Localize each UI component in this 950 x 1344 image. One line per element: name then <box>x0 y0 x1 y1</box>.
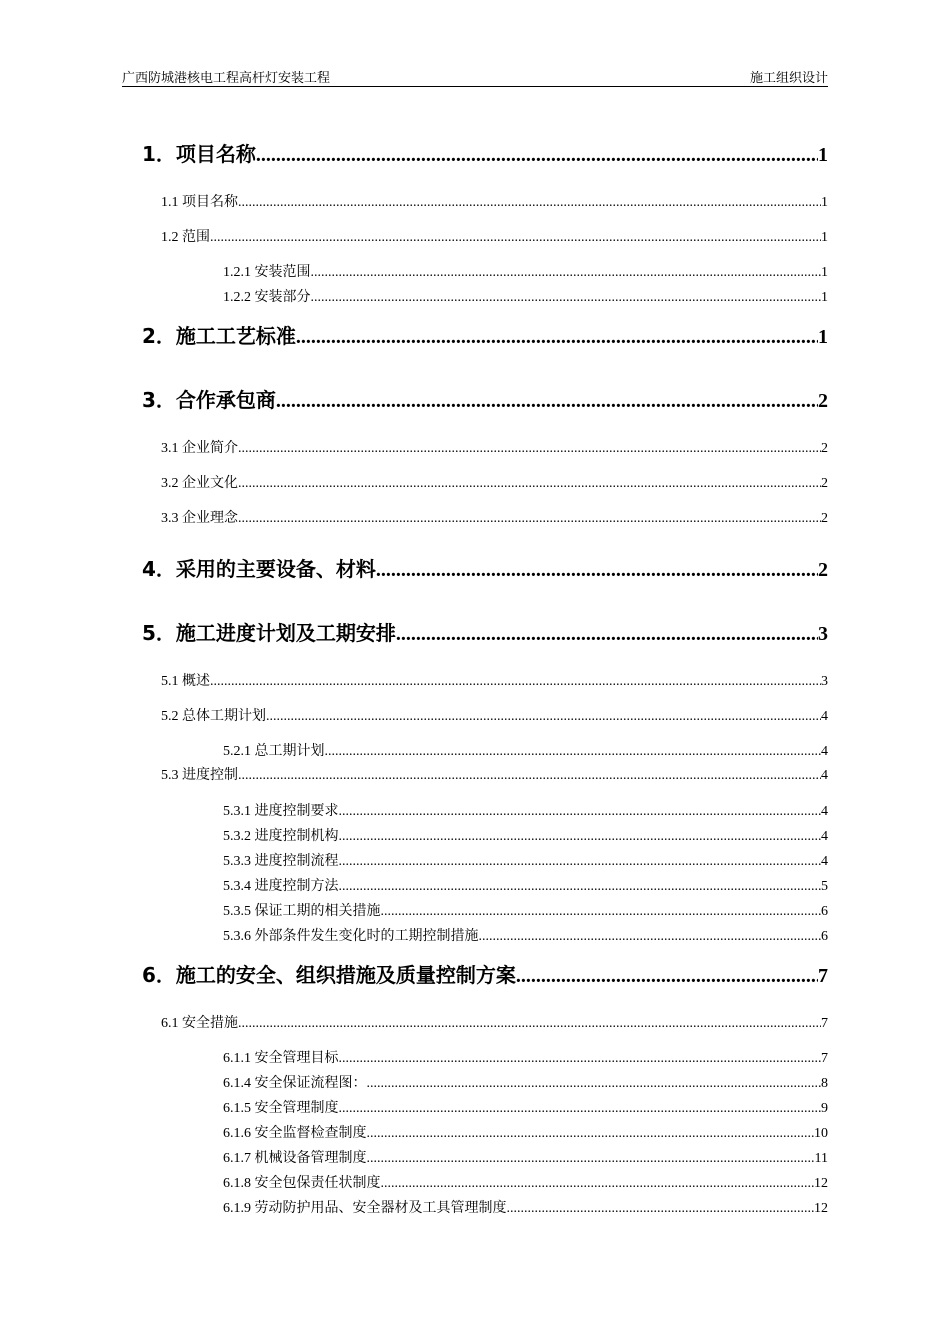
toc-entry-title: 4．采用的主要设备、材料 <box>142 557 376 581</box>
toc-dot-leader <box>381 1176 815 1192</box>
toc-entry-title: 5.3.3 进度控制流程 <box>223 854 339 869</box>
toc-page-number: 12 <box>814 1176 828 1191</box>
toc-page-number: 4 <box>821 744 828 759</box>
toc-page-number: 6 <box>821 904 828 919</box>
toc-page-number: 2 <box>818 390 828 412</box>
header-project-title: 广西防城港核电工程高杆灯安装工程 <box>122 70 331 85</box>
toc-entry-title: 5.2.1 总工期计划 <box>223 744 325 759</box>
toc-entry-title: 5.3.6 外部条件发生变化时的工期控制措施 <box>223 929 479 944</box>
toc-page-number: 1 <box>821 230 828 245</box>
toc-entry-title: 6.1.5 安全管理制度 <box>223 1101 339 1116</box>
toc-entry-level3[interactable] <box>223 1122 828 1142</box>
toc-entry-title: 3.1 企业简介 <box>161 441 238 456</box>
toc-entry-level2[interactable] <box>161 705 828 725</box>
toc-entry-title: 1.2.2 安装部分 <box>223 290 311 305</box>
toc-page-number: 2 <box>818 559 828 581</box>
toc-entry-level2[interactable] <box>161 191 828 211</box>
toc-dot-leader <box>339 854 822 870</box>
toc-entry-title: 5.3.5 保证工期的相关措施 <box>223 904 381 919</box>
toc-dot-leader <box>238 476 821 492</box>
toc-entry-title: 3．合作承包商 <box>142 388 276 412</box>
toc-dot-leader <box>367 1076 822 1092</box>
toc-entry-title: 6.1.4 安全保证流程图： <box>223 1076 367 1091</box>
toc-entry-title: 6．施工的安全、组织措施及质量控制方案 <box>142 963 516 987</box>
toc-entry-level1[interactable] <box>142 959 828 988</box>
toc-entry-level3[interactable] <box>223 1197 828 1217</box>
toc-dot-leader <box>238 441 821 457</box>
toc-entry-title: 6.1.8 安全包保责任状制度 <box>223 1176 381 1191</box>
toc-entry-level3[interactable] <box>223 925 828 945</box>
toc-page-number: 5 <box>821 879 828 894</box>
toc-entry-title: 1.2.1 安装范围 <box>223 265 311 280</box>
toc-dot-leader <box>325 744 822 760</box>
toc-entry-title: 6.1.7 机械设备管理制度 <box>223 1151 367 1166</box>
toc-entry-title: 5．施工进度计划及工期安排 <box>142 621 396 645</box>
toc-page-number: 1 <box>818 326 828 348</box>
toc-entry-level3[interactable] <box>223 900 828 920</box>
toc-dot-leader <box>311 265 822 281</box>
toc-entry-title: 2．施工工艺标准 <box>142 324 296 348</box>
toc-entry-level2[interactable] <box>161 507 828 527</box>
toc-dot-leader <box>238 1016 821 1032</box>
toc-dot-leader <box>367 1151 815 1167</box>
toc-entry-title: 5.3.4 进度控制方法 <box>223 879 339 894</box>
toc-dot-leader <box>256 144 818 167</box>
toc-page-number: 10 <box>814 1126 828 1141</box>
toc-entry-level3[interactable] <box>223 1147 828 1167</box>
toc-entry-title: 1.2 范围 <box>161 230 210 245</box>
toc-entry-level3[interactable] <box>223 850 828 870</box>
toc-page-number: 7 <box>821 1016 828 1031</box>
toc-dot-leader <box>479 929 822 945</box>
toc-page-number: 4 <box>821 829 828 844</box>
toc-dot-leader <box>296 326 818 349</box>
toc-entry-level2[interactable] <box>161 1012 828 1032</box>
toc-entry-title: 5.1 概述 <box>161 674 210 689</box>
toc-entry-title: 6.1.9 劳动防护用品、安全器材及工具管理制度 <box>223 1201 507 1216</box>
toc-dot-leader <box>396 623 818 646</box>
toc-dot-leader <box>339 829 822 845</box>
toc-page-number: 7 <box>821 1051 828 1066</box>
toc-dot-leader <box>339 804 822 820</box>
toc-entry-level1[interactable] <box>142 384 828 413</box>
toc-page-number: 1 <box>821 195 828 210</box>
toc-dot-leader <box>339 1051 822 1067</box>
toc-page-number: 12 <box>814 1201 828 1216</box>
toc-page-number: 8 <box>821 1076 828 1091</box>
toc-dot-leader <box>238 511 821 527</box>
toc-entry-level1[interactable] <box>142 138 828 167</box>
toc-entry-title: 5.3 进度控制 <box>161 768 238 783</box>
toc-entry-title: 6.1.1 安全管理目标 <box>223 1051 339 1066</box>
toc-entry-title: 6.1 安全措施 <box>161 1016 238 1031</box>
toc-entry-level1[interactable] <box>142 553 828 582</box>
toc-page-number: 7 <box>818 965 828 987</box>
toc-entry-level3[interactable] <box>223 1097 828 1117</box>
toc-entry-level3[interactable] <box>223 740 828 760</box>
toc-entry-level3[interactable] <box>223 1047 828 1067</box>
toc-entry-title: 5.3.2 进度控制机构 <box>223 829 339 844</box>
toc-entry-level2[interactable] <box>161 437 828 457</box>
toc-dot-leader <box>516 965 818 988</box>
toc-entry-level2[interactable] <box>161 226 828 246</box>
toc-page-number: 4 <box>821 854 828 869</box>
toc-dot-leader <box>367 1126 815 1142</box>
toc-page-number: 3 <box>821 674 828 689</box>
toc-dot-leader <box>238 195 821 211</box>
toc-dot-leader <box>276 390 818 413</box>
toc-dot-leader <box>238 768 821 784</box>
toc-page-number: 1 <box>818 144 828 166</box>
toc-dot-leader <box>339 879 822 895</box>
toc-entry-title: 1.1 项目名称 <box>161 195 238 210</box>
toc-page-number: 9 <box>821 1101 828 1116</box>
toc-entry-title: 3.3 企业理念 <box>161 511 238 526</box>
toc-entry-title: 6.1.6 安全监督检查制度 <box>223 1126 367 1141</box>
toc-entry-level1[interactable] <box>142 617 828 646</box>
toc-entry-level3[interactable] <box>223 1172 828 1192</box>
toc-dot-leader <box>339 1101 822 1117</box>
toc-entry-level2[interactable] <box>161 670 828 690</box>
toc-dot-leader <box>311 290 822 306</box>
toc-page-number: 1 <box>821 290 828 305</box>
toc-entry-level1[interactable] <box>142 320 828 349</box>
toc-dot-leader <box>507 1201 815 1217</box>
toc-dot-leader <box>210 674 821 690</box>
toc-entry-level3[interactable] <box>223 875 828 895</box>
page-header <box>122 66 828 87</box>
toc-page-number: 4 <box>821 709 828 724</box>
toc-page-number: 2 <box>821 441 828 456</box>
toc-entry-level2[interactable] <box>161 472 828 492</box>
toc-dot-leader <box>210 230 821 246</box>
toc-page-number: 2 <box>821 476 828 491</box>
toc-entry-level3[interactable] <box>223 825 828 845</box>
header-document-type: 施工组织设计 <box>749 70 828 85</box>
toc-entry-level2[interactable] <box>161 764 828 784</box>
toc-entry-title: 5.3.1 进度控制要求 <box>223 804 339 819</box>
toc-entry-level3[interactable] <box>223 1072 828 1092</box>
toc-page-number: 1 <box>821 265 828 280</box>
toc-page-number: 4 <box>821 768 828 783</box>
toc-page-number: 3 <box>818 623 828 645</box>
toc-entry-level3[interactable] <box>223 286 828 306</box>
toc-entry-title: 3.2 企业文化 <box>161 476 238 491</box>
toc-page-number: 6 <box>821 929 828 944</box>
toc-entry-title: 5.2 总体工期计划 <box>161 709 266 724</box>
toc-page-number: 2 <box>821 511 828 526</box>
toc-page-number: 4 <box>821 804 828 819</box>
toc-dot-leader <box>381 904 822 920</box>
toc-entry-title: 1．项目名称 <box>142 142 256 166</box>
toc-entry-level3[interactable] <box>223 800 828 820</box>
toc-dot-leader <box>266 709 821 725</box>
toc-page-number: 11 <box>814 1151 828 1166</box>
toc-dot-leader <box>376 559 818 582</box>
toc-entry-level3[interactable] <box>223 261 828 281</box>
